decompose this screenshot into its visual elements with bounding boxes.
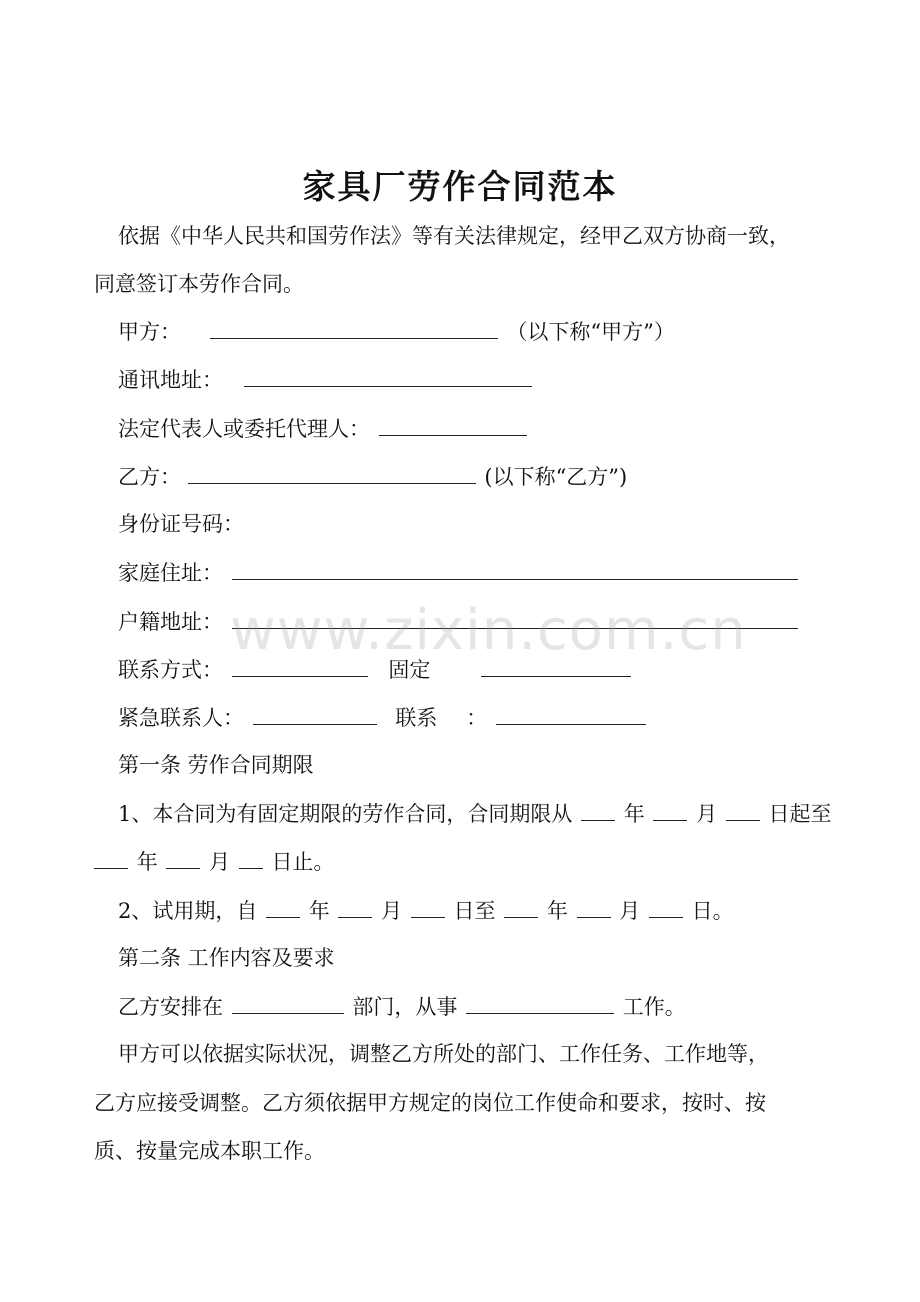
- day-to-label: 日至: [453, 899, 496, 923]
- end-month-field[interactable]: [166, 846, 200, 869]
- home-address-label: 家庭住址：: [118, 561, 223, 585]
- end-day-field[interactable]: [239, 846, 263, 869]
- end-year-field[interactable]: [94, 846, 128, 869]
- representative-field[interactable]: [379, 413, 527, 436]
- article-2-heading: 第二条 工作内容及要求: [118, 946, 335, 970]
- assign-text-a: 乙方安排在: [118, 995, 223, 1019]
- article-2-para-line-2: 乙方应接受调整。乙方须依据甲方规定的岗位工作使命和要求，按时、按: [94, 1091, 766, 1115]
- party-a-suffix: （以下称“甲方”）: [506, 320, 675, 344]
- month-label: 月: [209, 850, 231, 874]
- home-address-field[interactable]: [232, 557, 798, 580]
- emergency-name-field[interactable]: [253, 702, 377, 725]
- article-1-clause-2: [118, 895, 734, 926]
- fixed-phone-field[interactable]: [481, 654, 631, 677]
- emergency-contact-field[interactable]: [496, 702, 646, 725]
- clause-1-text: 1、本合同为有固定期限的劳作合同，合同期限从: [118, 802, 573, 826]
- month-label: 月: [696, 802, 718, 826]
- address-line: [118, 364, 534, 395]
- trial-end-month-field[interactable]: [577, 895, 611, 918]
- party-b-line: [118, 461, 627, 492]
- job-field[interactable]: [466, 991, 614, 1014]
- month-label: 月: [381, 899, 403, 923]
- address-label: 通讯地址：: [118, 368, 223, 392]
- day-from-label: 日起至: [768, 802, 832, 826]
- start-day-field[interactable]: [726, 798, 760, 821]
- day-end-label: 日止。: [271, 850, 335, 874]
- representative-line: [118, 413, 529, 444]
- party-b-suffix: (以下称“乙方”): [484, 465, 628, 489]
- start-month-field[interactable]: [653, 798, 687, 821]
- emergency-label: 紧急联系人：: [118, 706, 244, 730]
- article-1-clause-1: [118, 798, 831, 829]
- year-label: 年: [136, 850, 158, 874]
- day-dot-label: 日。: [691, 899, 734, 923]
- fixed-phone-label: 固定: [388, 658, 431, 682]
- month-label: 月: [619, 899, 641, 923]
- contact-line: [118, 654, 633, 685]
- party-a-label: 甲方：: [118, 320, 181, 344]
- emergency-colon: ：: [466, 706, 488, 730]
- start-year-field[interactable]: [581, 798, 615, 821]
- trial-start-day-field[interactable]: [411, 895, 445, 918]
- representative-label: 法定代表人或委托代理人：: [118, 417, 370, 441]
- trial-end-day-field[interactable]: [649, 895, 683, 918]
- contact-label: 联系方式：: [118, 658, 223, 682]
- emergency-line: [118, 702, 648, 733]
- article-1-heading: 第一条 劳作合同期限: [118, 753, 314, 777]
- huji-address-line: [118, 606, 800, 637]
- contact-field[interactable]: [232, 654, 368, 677]
- intro-line-2: 同意签订本劳作合同。: [94, 272, 304, 296]
- article-2-para-line-1: 甲方可以依据实际状况，调整乙方所处的部门、工作任务、工作地等，: [118, 1042, 769, 1066]
- trial-start-month-field[interactable]: [338, 895, 372, 918]
- huji-address-label: 户籍地址：: [118, 610, 223, 634]
- intro-line-1: 依据《中华人民共和国劳作法》等有关法律规定，经甲乙双方协商一致，: [118, 224, 790, 248]
- huji-address-field[interactable]: [232, 606, 798, 629]
- id-number-line: 身份证号码：: [118, 512, 244, 536]
- party-a-name-field[interactable]: [210, 316, 498, 339]
- year-label: 年: [308, 899, 330, 923]
- trial-end-year-field[interactable]: [504, 895, 538, 918]
- document-title: 家具厂劳作合同范本: [302, 167, 618, 206]
- party-b-label: 乙方：: [118, 465, 181, 489]
- address-field[interactable]: [244, 364, 532, 387]
- assign-text-c: 工作。: [622, 995, 686, 1019]
- department-field[interactable]: [232, 991, 344, 1014]
- article-2-para-line-3: 质、按量完成本职工作。: [94, 1139, 325, 1163]
- party-a-line: [118, 316, 675, 347]
- year-label: 年: [623, 802, 645, 826]
- watermark: www.zixin.com.cn: [230, 598, 747, 663]
- emergency-contact-label: 联系: [395, 706, 438, 730]
- year-label: 年: [546, 899, 568, 923]
- home-address-line: [118, 557, 800, 588]
- clause-2-text: 2、试用期，自: [118, 899, 258, 923]
- article-2-assignment: [118, 991, 686, 1022]
- article-1-clause-1-cont: [94, 846, 334, 877]
- assign-text-b: 部门，从事: [352, 995, 458, 1019]
- party-b-name-field[interactable]: [188, 461, 476, 484]
- trial-start-year-field[interactable]: [266, 895, 300, 918]
